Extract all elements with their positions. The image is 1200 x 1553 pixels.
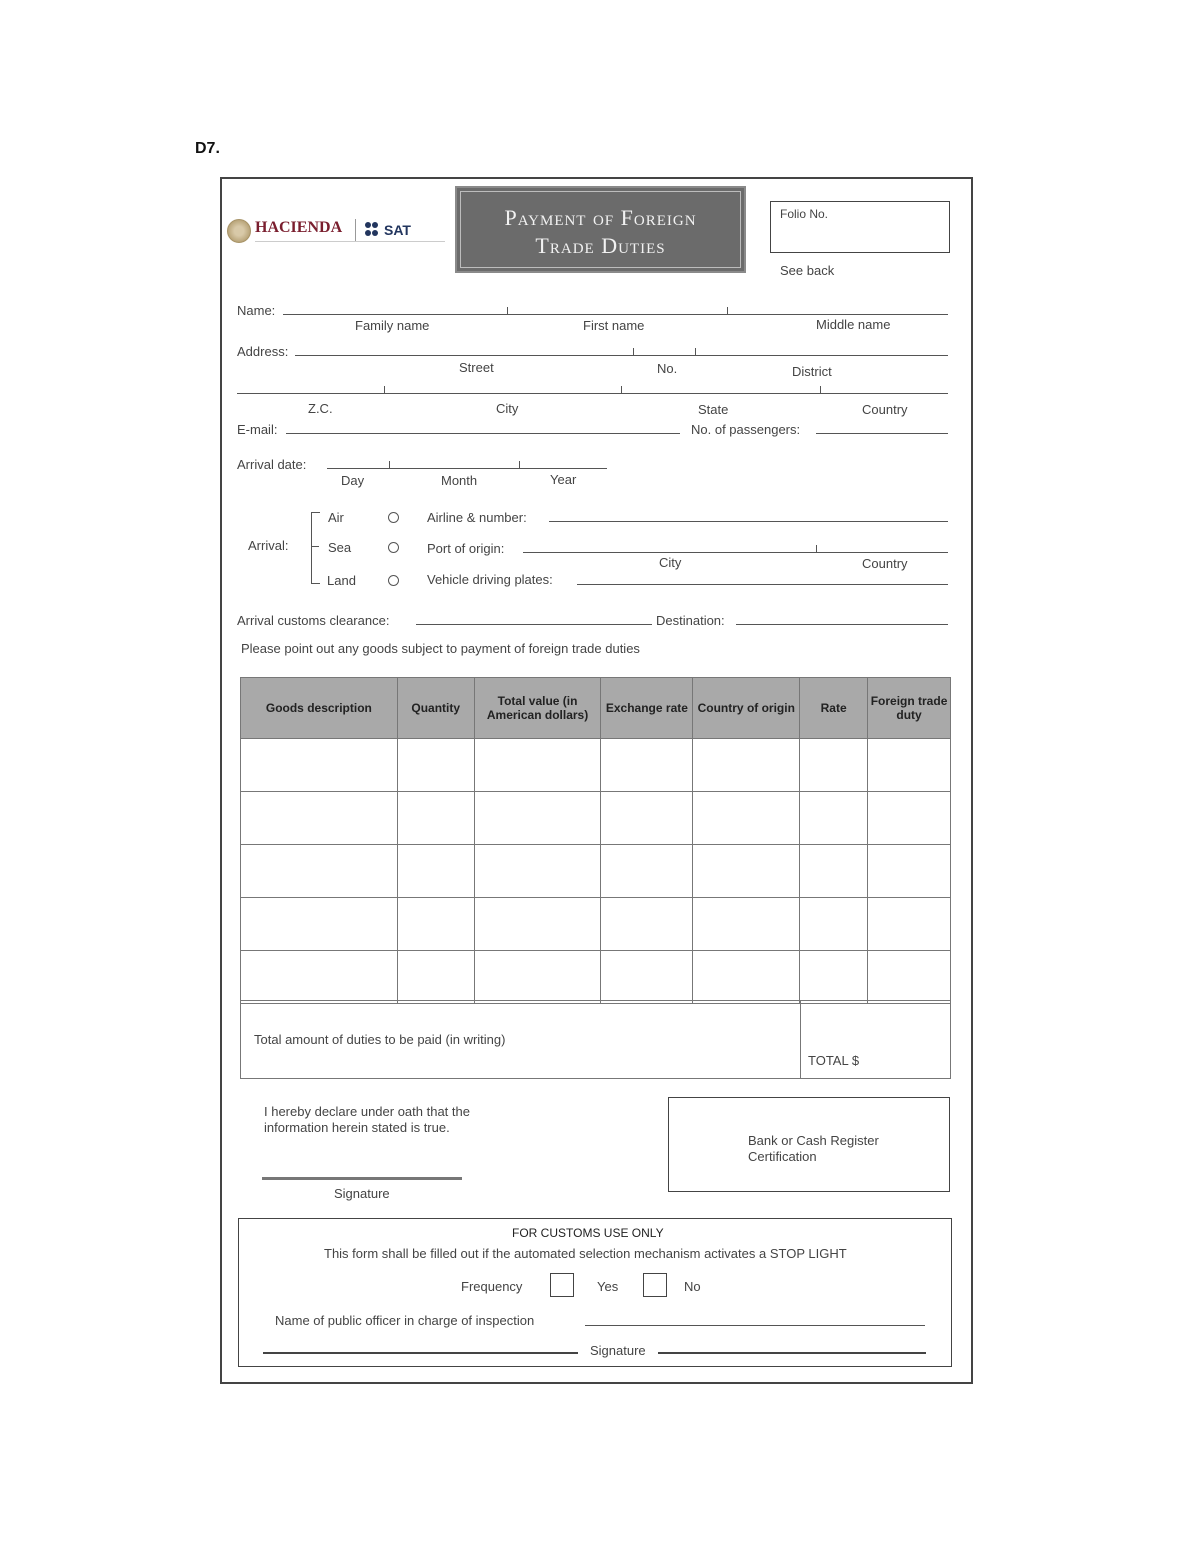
officer-signature-label: Signature [590,1343,646,1358]
name-label: Name: [237,303,276,318]
hacienda-seal-icon [227,219,251,243]
table-cell[interactable] [474,845,601,898]
address-tick-2 [695,348,696,355]
total-amount-label: TOTAL $ [808,1053,860,1068]
officer-name-label: Name of public officer in charge of inspection [275,1313,535,1328]
table-cell[interactable] [397,792,474,845]
arrival-mode-label: Arrival: [248,538,289,553]
frequency-no-checkbox[interactable] [643,1273,667,1297]
sea-radio[interactable] [388,542,399,553]
table-cell[interactable] [397,898,474,951]
address2-tick-2 [621,386,622,393]
table-cell[interactable] [693,951,800,1004]
destination-field[interactable] [736,624,948,625]
table-cell[interactable] [241,845,398,898]
name-tick-2 [727,307,728,314]
declaration-line-2: information herein stated is true. [264,1120,450,1135]
name-field[interactable] [283,314,948,315]
table-row [241,739,951,792]
arrival-date-field[interactable] [327,468,607,469]
customs-clearance-field[interactable] [416,624,652,625]
table-row [241,845,951,898]
declaration-line-1: I hereby declare under oath that the [264,1104,470,1119]
date-tick-2 [519,461,520,468]
folio-label: Folio No. [780,207,829,221]
header-country-of-origin: Country of origin [693,678,800,739]
address-label: Address: [237,344,289,359]
see-back: See back [780,263,835,278]
arrival-bracket [311,512,320,584]
hacienda-logo: HACIENDA [255,219,343,236]
total-divider [800,1000,801,1079]
table-row [241,898,951,951]
table-cell[interactable] [601,739,693,792]
declarant-signature-label: Signature [334,1186,390,1201]
table-cell[interactable] [397,951,474,1004]
page-label: D7. [195,140,220,157]
name-tick-1 [507,307,508,314]
address2-tick-3 [820,386,821,393]
header-exchange-rate: Exchange rate [601,678,693,739]
goods-table [240,677,951,1004]
land-radio[interactable] [388,575,399,586]
number-caption: No. [657,361,678,376]
month-caption: Month [441,473,478,488]
passengers-label: No. of passengers: [691,422,801,437]
arrival-date-label: Arrival date: [237,457,307,472]
address-tick-1 [633,348,634,355]
table-cell[interactable] [800,845,868,898]
table-cell[interactable] [693,739,800,792]
email-label: E-mail: [237,422,278,437]
year-caption: Year [550,472,577,487]
table-cell[interactable] [693,898,800,951]
logo-underline [255,241,445,242]
vehicle-plates-field[interactable] [577,584,948,585]
airline-label: Airline & number: [427,510,527,525]
stop-light-note: This form shall be filled out if the automated selection mechanism activates a STOP LIGHT [324,1246,847,1261]
table-cell[interactable] [693,845,800,898]
city-caption: City [496,401,519,416]
table-cell[interactable] [601,792,693,845]
arrival-bracket-mid [311,546,319,547]
port-origin-label: Port of origin: [427,541,505,556]
table-row [241,951,951,1004]
air-radio[interactable] [388,512,399,523]
vehicle-plates-label: Vehicle driving plates: [427,572,553,587]
sea-option-label: Sea [328,540,352,555]
address2-tick-1 [384,386,385,393]
header-goods-description: Goods description [241,678,398,739]
customs-title: FOR CUSTOMS USE ONLY [512,1226,664,1240]
state-caption: State [698,402,729,417]
airline-field[interactable] [549,521,948,522]
header-rate: Rate [800,678,868,739]
country-caption: Country [862,402,908,417]
air-option-label: Air [328,510,344,525]
no-label: No [684,1279,701,1294]
table-cell[interactable] [868,739,951,792]
port-tick [816,545,817,552]
middle-name-caption: Middle name [816,317,891,332]
table-cell[interactable] [693,792,800,845]
yes-label: Yes [597,1279,619,1294]
port-country-caption: Country [862,556,908,571]
table-cell[interactable] [800,792,868,845]
officer-signature-field[interactable] [658,1352,926,1354]
table-cell[interactable] [397,845,474,898]
sat-dots-icon [365,222,379,238]
table-cell[interactable] [474,951,601,1004]
street-caption: Street [459,360,494,375]
table-cell[interactable] [601,951,693,1004]
header-quantity: Quantity [397,678,474,739]
header-total-value: Total value (in American dollars) [474,678,601,739]
goods-instruction: Please point out any goods subject to payment of foreign trade duties [241,641,640,656]
table-cell[interactable] [868,951,951,1004]
officer-name-field[interactable] [585,1325,925,1326]
total-writing-label: Total amount of duties to be paid (in writing) [254,1032,506,1047]
email-field[interactable] [286,433,680,434]
sat-logo: SAT [384,222,411,238]
logo-divider [355,219,356,241]
district-caption: District [792,364,832,379]
header-foreign-trade-duty: Foreign trade duty [868,678,951,739]
table-cell[interactable] [800,898,868,951]
frequency-yes-checkbox[interactable] [550,1273,574,1297]
table-cell[interactable] [474,792,601,845]
table-row [241,792,951,845]
day-caption: Day [341,473,365,488]
title-line-2: Trade Duties [535,233,666,258]
table-cell[interactable] [474,898,601,951]
declarant-signature-field[interactable] [262,1177,462,1180]
date-tick-1 [389,461,390,468]
table-cell[interactable] [241,951,398,1004]
bank-certification-line-1: Bank or Cash Register [748,1133,879,1148]
table-cell[interactable] [800,951,868,1004]
customs-clearance-label: Arrival customs clearance: [237,613,390,628]
passengers-field[interactable] [816,433,948,434]
zc-caption: Z.C. [308,401,333,416]
address-field[interactable] [295,355,948,356]
table-cell[interactable] [601,845,693,898]
table-cell[interactable] [868,792,951,845]
family-name-caption: Family name [355,318,430,333]
table-cell[interactable] [800,739,868,792]
port-city-caption: City [659,555,682,570]
table-cell[interactable] [474,739,601,792]
table-cell[interactable] [868,845,951,898]
frequency-label: Frequency [461,1279,523,1294]
first-name-caption: First name [583,318,645,333]
port-origin-field[interactable] [523,552,948,553]
officer-name-line-2-field[interactable] [263,1352,578,1354]
table-cell[interactable] [241,792,398,845]
table-cell[interactable] [601,898,693,951]
destination-label: Destination: [656,613,725,628]
table-cell[interactable] [868,898,951,951]
table-cell[interactable] [397,739,474,792]
title-line-1: Payment of Foreign [504,205,697,230]
table-cell[interactable] [241,739,398,792]
land-option-label: Land [327,573,356,588]
bank-certification-line-2: Certification [748,1149,817,1164]
table-cell[interactable] [241,898,398,951]
address-line-2-field[interactable] [237,393,948,394]
